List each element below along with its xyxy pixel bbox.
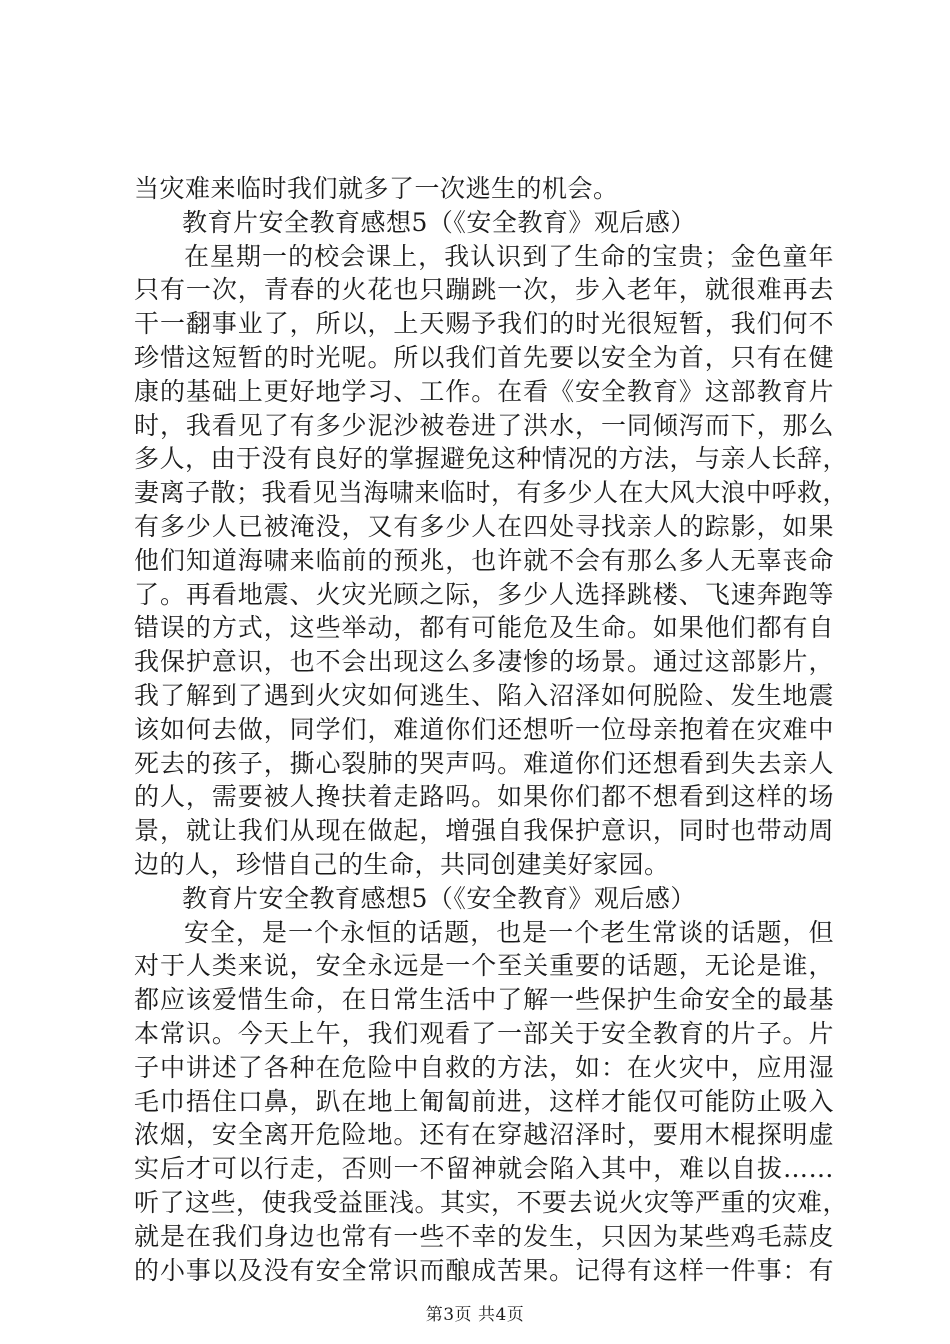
text-line: 当灾难来临时我们就多了一次逃生的机会。 [134, 174, 619, 203]
text-line: 的人，需要被人搀扶着走路吗。如果你们都不想看到这样的场 [134, 782, 834, 812]
text-line: 干一翻事业了，所以，上天赐予我们的时光很短暂，我们何不 [134, 309, 834, 339]
text-line: 在星期一的校会课上，我认识到了生命的宝贵；金色童年 [184, 241, 834, 271]
text-line: 毛巾捂住口鼻，趴在地上匍匐前进，这样才能仅可能防止吸入 [134, 1086, 834, 1116]
text-line: 浓烟，安全离开危险地。还有在穿越沼泽时，要用木棍探明虚 [134, 1120, 834, 1150]
section-heading: 教育片安全教育感想5（《安全教育》观后感） [182, 883, 696, 913]
text-line: 他们知道海啸来临前的预兆，也许就不会有那么多人无辜丧命 [134, 545, 834, 575]
section-heading: 教育片安全教育感想5（《安全教育》观后感） [182, 207, 696, 237]
document-body [134, 172, 849, 1287]
text-line: 时，我看见了有多少泥沙被卷进了洪水，一同倾泻而下，那么 [134, 410, 834, 440]
text-line: 死去的孩子，撕心裂肺的哭声吗。难道你们还想看到失去亲人 [134, 748, 834, 778]
text-line: 听了这些，使我受益匪浅。其实，不要去说火灾等严重的灾难， [134, 1187, 849, 1217]
text-line: 实后才可以行走，否则一不留神就会陷入其中，难以自拔…… [134, 1154, 834, 1184]
text-line: 边的人，珍惜自己的生命，共同创建美好家园。 [134, 849, 670, 879]
text-line: 妻离子散；我看见当海啸来临时，有多少人在大风大浪中呼救， [134, 478, 849, 508]
text-line: 珍惜这短暂的时光呢。所以我们首先要以安全为首，只有在健 [134, 342, 834, 372]
text-line: 子中讲述了各种在危险中自救的方法，如：在火灾中，应用湿 [134, 1052, 834, 1082]
text-line: 对于人类来说，安全永远是一个至关重要的话题，无论是谁， [134, 951, 834, 981]
text-line: 景，就让我们从现在做起，增强自我保护意识，同时也带动周 [134, 816, 834, 846]
text-line: 就是在我们身边也常有一些不幸的发生，只因为某些鸡毛蒜皮 [134, 1221, 834, 1251]
text-line: 都应该爱惜生命，在日常生活中了解一些保护生命安全的最基 [134, 985, 834, 1015]
text-line: 错误的方式，这些举动，都有可能危及生命。如果他们都有自 [134, 613, 834, 643]
text-line: 安全，是一个永恒的话题，也是一个老生常谈的话题，但 [184, 917, 834, 947]
text-line: 的小事以及没有安全常识而酿成苦果。记得有这样一件事：有 [134, 1255, 834, 1285]
page-footer: 第3页 共4页 [425, 1305, 525, 1325]
text-line: 多人，由于没有良好的掌握避免这种情况的方法，与亲人长辞， [134, 444, 849, 474]
text-line: 有多少人已被淹没，又有多少人在四处寻找亲人的踪影，如果 [134, 511, 834, 541]
text-line: 该如何去做，同学们，难道你们还想听一位母亲抱着在灾难中 [134, 714, 834, 744]
text-line: 康的基础上更好地学习、工作。在看《安全教育》这部教育片 [134, 376, 834, 406]
text-line: 本常识。今天上午，我们观看了一部关于安全教育的片子。片 [134, 1018, 834, 1048]
text-line: 我保护意识，也不会出现这么多凄惨的场景。通过这部影片， [134, 647, 834, 677]
text-line: 了。再看地震、火灾光顾之际，多少人选择跳楼、飞速奔跑等 [134, 579, 834, 609]
text-line: 我了解到了遇到火灾如何逃生、陷入沼泽如何脱险、发生地震 [134, 680, 834, 710]
text-line: 只有一次，青春的火花也只蹦跳一次，步入老年，就很难再去 [134, 275, 834, 305]
